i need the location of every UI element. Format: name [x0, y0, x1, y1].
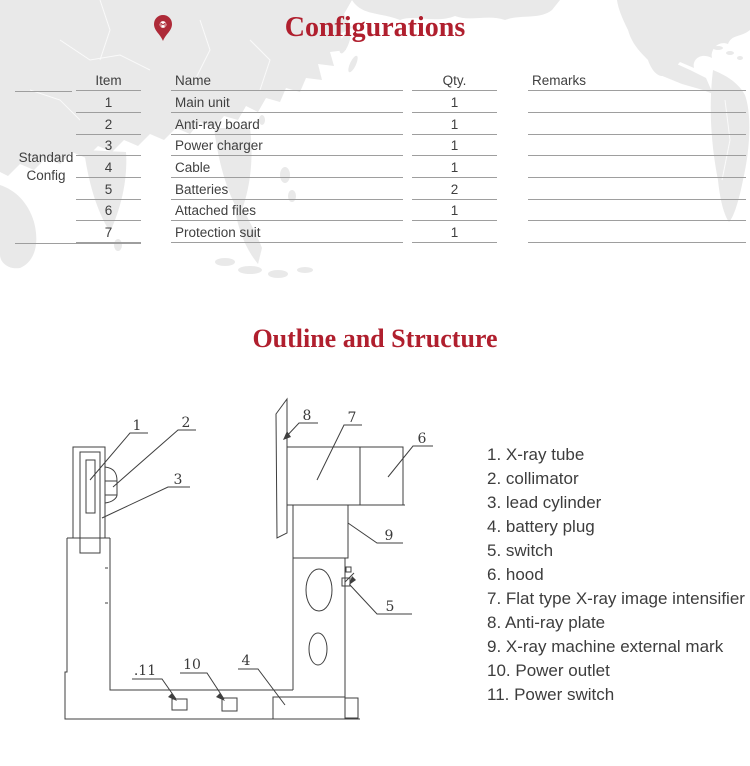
cell-item: 3: [76, 136, 141, 156]
cell-qty: 1: [412, 223, 497, 243]
diagram-label-10: 10: [183, 657, 201, 673]
cell-item: 6: [76, 201, 141, 221]
legend-item: 9. X-ray machine external mark: [487, 637, 724, 656]
parts-legend: [487, 443, 747, 707]
legend-item: 7. Flat type X-ray image intensifier: [487, 589, 745, 608]
diagram-label-1: 1: [132, 418, 142, 434]
cell-qty: 1: [412, 92, 497, 113]
header-item: Item: [76, 70, 141, 91]
cell-item: 4: [76, 158, 141, 178]
header-remarks: Remarks: [528, 70, 746, 91]
diagram-label-3: 3: [173, 472, 183, 488]
legend-item: 10. Power outlet: [487, 661, 610, 680]
cell-item: 7: [76, 223, 141, 243]
diagram-label-8: 8: [302, 408, 312, 424]
diagram-label-9: 9: [384, 528, 394, 544]
diagram-label-2: 2: [181, 415, 191, 431]
cell-qty: 1: [412, 114, 497, 135]
legend-item: 1. X-ray tube: [487, 445, 585, 464]
cell-qty: 1: [412, 158, 497, 178]
cell-qty: 2: [412, 180, 497, 200]
legend-item: 3. lead cylinder: [487, 493, 602, 512]
header-name: Name: [171, 70, 403, 91]
cell-qty: 1: [412, 201, 497, 221]
cell-qty: 1: [412, 136, 497, 156]
header-qty: Qty.: [412, 70, 497, 91]
group-label-line2: Config: [26, 168, 66, 183]
diagram-label-11: .11: [133, 663, 157, 679]
legend-item: 2. collimator: [487, 469, 579, 488]
configurations-title: Configurations: [284, 12, 466, 43]
machine-outline: [65, 399, 405, 719]
cell-name: Main unit: [171, 92, 403, 113]
cell-name: Attached files: [171, 201, 403, 221]
cell-name: Power charger: [171, 136, 403, 156]
cell-item: 5: [76, 180, 141, 200]
legend-item: 8. Anti-ray plate: [487, 613, 606, 632]
diagram-label-5: 5: [385, 599, 395, 615]
cell-item: 2: [76, 114, 141, 135]
cell-item: 1: [76, 92, 141, 113]
diagram-label-7: 7: [347, 410, 357, 426]
cell-name: Cable: [171, 158, 403, 178]
outline-structure-title: Outline and Structure: [252, 324, 498, 353]
legend-item: 11. Power switch: [487, 685, 615, 704]
diagram-label-4: 4: [241, 653, 251, 669]
diagram-label-6: 6: [417, 431, 427, 447]
group-label-line1: Standard: [18, 150, 74, 165]
cell-name: Protection suit: [171, 223, 403, 243]
legend-item: 4. battery plug: [487, 517, 595, 536]
legend-item: 6. hood: [487, 565, 544, 584]
cell-name: Anti-ray board: [171, 114, 403, 135]
cell-name: Batteries: [171, 180, 403, 200]
legend-item: 5. switch: [487, 541, 554, 560]
